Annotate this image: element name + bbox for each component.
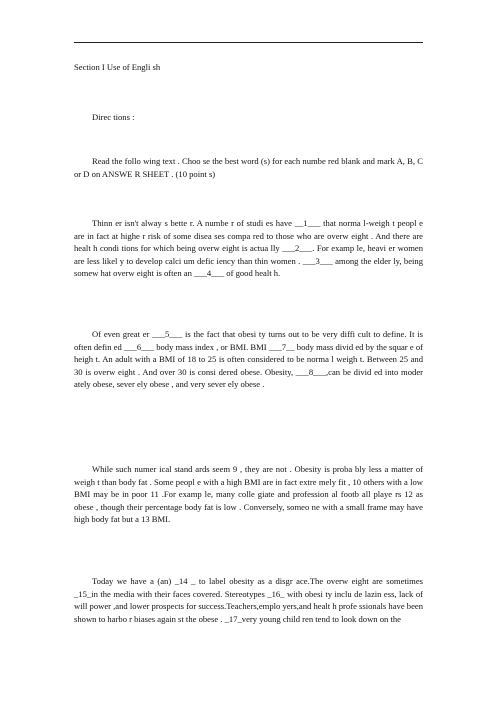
- directions-label: Direc tions :: [92, 112, 135, 122]
- instructions-paragraph: Read the follo wing text . Choo se the best word (s) for each numbe red blank and mark A, B, C or D on ANSWE R SHEET . (10 point s): [74, 156, 423, 179]
- passage-paragraph-2: Of even great er ___5___ is the fact that obesi ty turns out to be very diffi cult to define. It is often defin ed ___6___ body mass index , or BMI. BMI ___7__ body mass divid ed by the squar e of heigh t. An adult with a BMI of 18 to 25 is often considered to be norma l weigh t. Between 25 and 30 is overw eight . And over 30 is consi dered obese. Obesity, ___8___,can be divid ed into moder ately obese, sever ely obese , and very sever ely obese .: [74, 329, 423, 389]
- section-title: Section I Use of Engli sh: [74, 62, 161, 72]
- passage-paragraph-4: Today we have a (an) _14 _ to label obesity as a disgr ace.The overw eight are sometimes _15_in the media with their faces covered. Stereotypes _16_ with obesi ty inclu de lazin ess, lack of will power ,and lower prospects for success.Teachers,emplo yers,and healt h profe ssionals have been shown to harbo r biases again st the obese . _17_very young child ren tend to look down on the: [74, 576, 423, 624]
- header-rule: [74, 42, 423, 43]
- passage-paragraph-3: While such numer ical stand ards seem 9 , they are not . Obesity is proba bly less a matter of weigh t than body fat . Some peopl e with a high BMI are in fact extre mely fit , 10 others with a low BMI may be in poor 11 .For examp le, many colle giate and profession al footb all playe rs 12 as obese , though their percentage body fat is low . Conversely, someo ne with a small frame may have high body fat but a 13 BMI.: [74, 464, 423, 524]
- passage-paragraph-1: Thinn er isn't alway s bette r. A numbe r of studi es have __1___ that norma l-weigh t peopl e are in fact at highe r risk of some disea ses compa red to those who are overw eight . And there are healt h condi tions for which being overw eight is actua lly ___2___. For examp le, heavi er women are less likel y to develop calci um defic iency than thin women . ___3___ among the elder ly, being somew hat overw eight is often an ___4___ of good healt h.: [74, 218, 423, 278]
